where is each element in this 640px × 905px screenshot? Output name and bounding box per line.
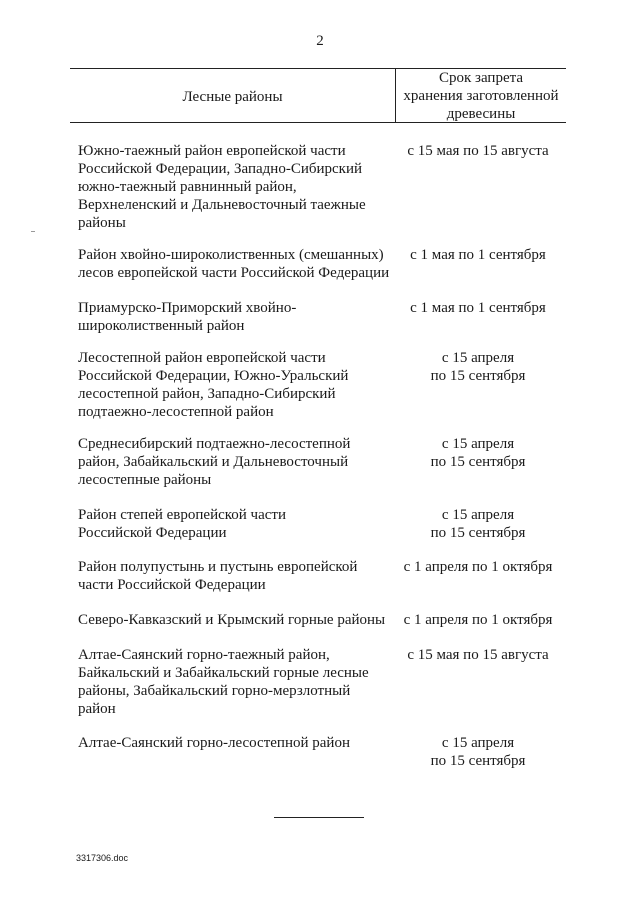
region-text-line: район, Забайкальский и Дальневосточный — [78, 454, 349, 470]
ban-period-cell — [400, 349, 556, 385]
period-text-line: с 15 апреля — [441, 735, 515, 751]
period-text-line: с 1 мая по 1 сентября — [410, 300, 546, 316]
forest-region-cell — [78, 349, 396, 421]
ban-period-cell — [400, 506, 556, 542]
margin-mark — [31, 231, 35, 232]
header-period-line: Срок запрета — [438, 70, 523, 86]
document-id: 3317306.doc — [76, 853, 129, 863]
period-text-line: по 15 сентября — [430, 525, 526, 541]
region-text-line: Район полупустынь и пустынь европейской — [78, 559, 358, 575]
header-region: Лесные районы — [182, 89, 283, 105]
region-text-line: Алтае-Саянский горно-таежный район, — [78, 647, 330, 663]
period-text-line: с 15 мая по 15 августа — [407, 647, 549, 663]
forest-region-cell — [78, 734, 396, 752]
region-text-line: Российской Федерации, Южно-Уральский — [78, 368, 349, 384]
region-text-line: Северо-Кавказский и Крымский горные районы — [78, 612, 386, 628]
region-text-line: Среднесибирский подтаежно-лесостепной — [78, 436, 351, 452]
forest-region-cell — [78, 299, 396, 335]
forest-region-cell — [78, 435, 396, 489]
region-text-line: Южно-таежный район европейской части — [78, 143, 346, 159]
period-text-line: по 15 сентября — [430, 368, 526, 384]
forest-region-cell — [78, 646, 396, 718]
ban-period-cell — [400, 435, 556, 471]
period-text-line: по 15 сентября — [430, 753, 526, 769]
ban-period-cell — [400, 558, 556, 576]
region-text-line: Район хвойно-широколиственных (смешанных) — [78, 247, 384, 263]
end-rule — [274, 817, 364, 818]
ban-period-cell — [400, 299, 556, 317]
region-text-line: лесов европейской части Российской Федерации — [78, 265, 390, 281]
region-text-line: лесостепной район, Западно-Сибирский — [78, 386, 336, 402]
region-text-line: части Российской Федерации — [78, 577, 266, 593]
period-text-line: с 1 апреля по 1 октября — [403, 559, 553, 575]
ban-period-cell — [400, 646, 556, 664]
header-period-line: древесины — [446, 106, 516, 122]
region-text-line: Район степей европейской части — [78, 507, 286, 523]
forest-region-cell — [78, 246, 396, 282]
region-text-line: Лесостепной район европейской части — [78, 350, 326, 366]
period-text-line: с 1 апреля по 1 октября — [403, 612, 553, 628]
region-text-line: район — [78, 701, 116, 717]
period-text-line: с 15 апреля — [441, 350, 515, 366]
ban-period-cell — [400, 142, 556, 160]
page-number: 2 — [316, 33, 324, 49]
ban-period-cell — [400, 734, 556, 770]
ban-period-cell — [400, 611, 556, 629]
region-text-line: Верхнеленский и Дальневосточный таежные — [78, 197, 366, 213]
region-text-line: широколиственный район — [78, 318, 245, 334]
ban-period-cell — [400, 246, 556, 264]
forest-region-cell — [78, 611, 396, 629]
period-text-line: с 15 апреля — [441, 436, 515, 452]
forest-region-cell — [78, 142, 396, 232]
region-text-line: подтаежно-лесостепной район — [78, 404, 274, 420]
forest-region-cell — [78, 558, 396, 594]
region-text-line: Приамурско-Приморский хвойно- — [78, 300, 297, 316]
forest-region-cell — [78, 506, 396, 542]
region-text-line: районы, Забайкальский горно-мерзлотный — [78, 683, 351, 699]
header-period — [396, 69, 566, 123]
region-text-line: Алтае-Саянский горно-лесостепной район — [78, 735, 350, 751]
period-text-line: с 15 апреля — [441, 507, 515, 523]
header-period-line: хранения заготовленной — [403, 88, 559, 104]
period-text-line: по 15 сентября — [430, 454, 526, 470]
region-text-line: Российской Федерации, Западно-Сибирский — [78, 161, 363, 177]
region-text-line: Российской Федерации — [78, 525, 227, 541]
period-text-line: с 15 мая по 15 августа — [407, 143, 549, 159]
period-text-line: с 1 мая по 1 сентября — [410, 247, 546, 263]
region-text-line: южно-таежный равнинный район, — [78, 179, 297, 195]
region-text-line: Байкальский и Забайкальский горные лесные — [78, 665, 369, 681]
region-text-line: лесостепные районы — [78, 472, 212, 488]
region-text-line: районы — [78, 215, 126, 231]
